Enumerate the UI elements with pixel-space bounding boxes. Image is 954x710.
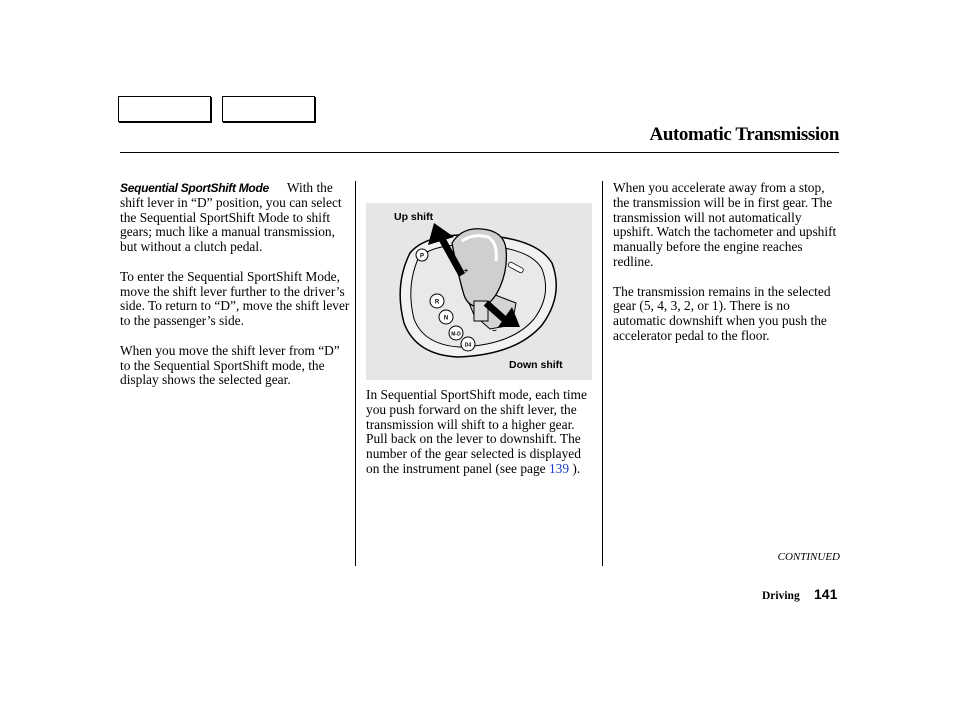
page-title: Automatic Transmission — [649, 124, 839, 145]
up-shift-label: Up shift — [394, 211, 434, 223]
column-divider — [602, 181, 603, 566]
page-reference-link[interactable]: 139 — [548, 460, 570, 476]
gate-label: D4 — [464, 342, 472, 349]
paragraph-1 — [120, 181, 350, 255]
down-shift-label: Down shift — [509, 359, 563, 371]
shift-lever-illustration — [366, 203, 592, 380]
paragraph-2: The transmission remains in the selected gear (5, 4, 3, 2, or 1). There is no automatic downshift when you push the accelerator pedal to the floor. — [613, 283, 831, 343]
paragraph-1 — [366, 388, 596, 477]
nav-button-main-menu[interactable] — [118, 96, 211, 122]
nav-button-index[interactable] — [222, 96, 315, 122]
continued-label: CONTINUED — [777, 551, 840, 563]
column-left — [120, 181, 350, 403]
column-middle — [366, 388, 596, 492]
footer-section-name: Driving — [762, 590, 800, 602]
paragraph-end: ). — [569, 460, 581, 476]
paragraph-1-text: With the shift lever in “D” position, you can select the Sequential SportShift Mode to shift gears; much like a manual transmission, but without a clutch pedal. — [120, 180, 342, 255]
gate-label: N — [443, 315, 449, 322]
paragraph-3: When you move the shift lever from “D” to the Sequential SportShift mode, the display shows the selected gear. — [120, 342, 340, 388]
subheading: Sequential SportShift Mode — [120, 181, 269, 195]
gate-label: R — [434, 299, 440, 306]
page-number: 141 — [814, 586, 838, 602]
column-right — [613, 181, 839, 359]
gate-label: M-D — [451, 331, 461, 338]
paragraph-2: To enter the Sequential SportShift Mode, move the shift lever further to the driver’s side. To return to “D”, move the shift lever to the passenger’s side. — [120, 268, 350, 329]
svg-text:+: + — [464, 268, 469, 275]
shift-console-drawing — [366, 203, 592, 380]
svg-text:−: − — [492, 326, 497, 335]
paragraph-text: In Sequential SportShift mode, each time you push forward on the shift lever, the transmission will shift to a higher gear. Pull back on the lever to downshift. The number of the gear selected is displayed on the instrument panel (see page — [366, 387, 587, 476]
paragraph-1: When you accelerate away from a stop, the transmission will be in first gear. The transmission will not automatically upshift. Watch the tachometer and upshift manually before the engine reaches redline. — [613, 180, 837, 269]
gate-label: P — [419, 253, 425, 260]
title-rule — [120, 152, 839, 153]
column-divider — [355, 181, 356, 566]
